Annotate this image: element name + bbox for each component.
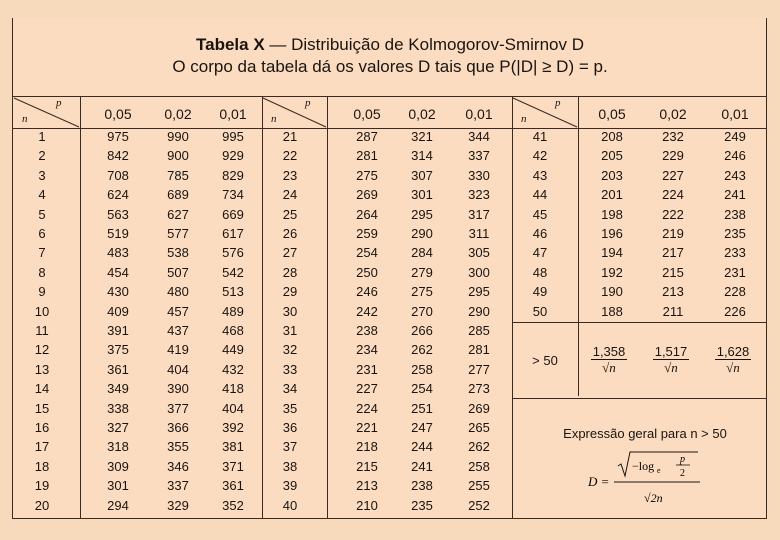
row-n: 34 (282, 381, 298, 397)
header-col-p: 0,05 (104, 106, 132, 122)
cell-p001: 273 (468, 381, 490, 397)
row-n: 49 (532, 284, 548, 300)
cell-p002: 346 (167, 458, 189, 474)
header-n-label: n (22, 113, 28, 125)
cell-p001: 734 (222, 187, 244, 203)
cell-p002: 254 (411, 381, 433, 397)
cell-p001: 432 (222, 361, 244, 377)
asymptotic-value: $\frac{1,628}{√n}$ (716, 344, 750, 375)
cell-p002: 301 (411, 187, 433, 203)
cell-p002: 284 (411, 245, 433, 261)
cell-p001: 235 (724, 226, 746, 241)
cell-p001: 392 (222, 420, 244, 435)
cell-p005: 375 (107, 342, 129, 358)
cell-p002: 232 (662, 129, 684, 144)
cell-p005: 231 (356, 361, 378, 377)
asymptotic-value: $\frac{1,358}{√n}$ (592, 344, 626, 375)
cell-p002: 211 (662, 303, 684, 319)
cell-p001: 255 (468, 478, 490, 494)
row-n: 21 (282, 129, 298, 144)
row-n: 9 (38, 284, 46, 300)
cell-p005: 221 (356, 420, 378, 435)
cell-p001: 418 (222, 381, 244, 397)
cell-p005: 975 (107, 129, 129, 144)
cell-p001: 277 (468, 361, 490, 377)
cell-p005: 234 (356, 342, 378, 358)
cell-p002: 290 (411, 226, 433, 241)
cell-p002: 507 (167, 264, 189, 280)
cell-p002: 270 (411, 303, 433, 319)
cell-p005: 301 (107, 478, 129, 494)
header-p-label: p (555, 97, 561, 109)
cell-p001: 489 (222, 303, 244, 319)
cell-p002: 244 (411, 439, 433, 455)
cell-p005: 192 (601, 264, 623, 280)
expr-frac-num: p (680, 454, 685, 465)
expr-rad-top: −log (632, 459, 655, 473)
cell-p005: 519 (107, 226, 129, 241)
cell-p001: 228 (724, 284, 746, 300)
row-n: 17 (34, 439, 50, 455)
row-n: 20 (34, 497, 50, 513)
cell-p002: 785 (167, 167, 189, 183)
cell-p001: 233 (724, 245, 746, 261)
cell-p005: 224 (356, 400, 378, 416)
cell-p001: 669 (222, 206, 244, 222)
row-n: 24 (282, 187, 298, 203)
cell-p005: 483 (107, 245, 129, 261)
cell-p002: 279 (411, 264, 433, 280)
expr-frac-den: 2 (680, 468, 685, 479)
expr-rad-sub: e (657, 466, 661, 475)
cell-p001: 300 (468, 264, 490, 280)
cell-p001: 285 (468, 323, 490, 338)
header-p-label: p (305, 97, 311, 109)
cell-p005: 264 (356, 206, 378, 222)
cell-p005: 409 (107, 303, 129, 319)
row-n: 25 (282, 206, 298, 222)
row-n: 5 (38, 206, 46, 222)
row-n: 10 (34, 303, 50, 319)
cell-p005: 254 (356, 245, 378, 261)
cell-p002: 404 (167, 361, 189, 377)
cell-p002: 538 (167, 245, 189, 261)
row-n: 45 (532, 206, 548, 222)
cell-p002: 227 (662, 167, 684, 183)
cell-p002: 480 (167, 284, 189, 300)
cell-p002: 437 (167, 323, 189, 338)
cell-p001: 361 (222, 478, 244, 494)
cell-p001: 241 (724, 187, 746, 203)
cell-p002: 321 (411, 129, 433, 144)
row-n: 4 (38, 187, 46, 203)
header-col-p: 0,02 (408, 106, 436, 122)
cell-p001: 269 (468, 400, 490, 416)
cell-p005: 218 (356, 439, 378, 455)
cell-p005: 338 (107, 400, 129, 416)
row-n: 44 (532, 187, 548, 203)
cell-p005: 842 (107, 148, 129, 164)
cell-p005: 190 (601, 284, 623, 300)
cell-p001: 262 (468, 439, 490, 455)
cell-p005: 275 (356, 167, 378, 183)
cell-p002: 266 (411, 323, 433, 338)
cell-p001: 576 (222, 245, 244, 261)
header-col-p: 0,01 (219, 106, 247, 122)
cell-p001: 829 (222, 167, 244, 183)
cell-p005: 215 (356, 458, 378, 474)
cell-p005: 208 (601, 129, 623, 144)
cell-p005: 294 (107, 497, 129, 513)
cell-p002: 215 (662, 264, 684, 280)
row-n: 46 (532, 226, 548, 241)
row-n: 19 (34, 478, 50, 494)
cell-p005: 203 (601, 167, 623, 183)
cell-p001: 226 (724, 303, 746, 319)
cell-p002: 238 (411, 478, 433, 494)
header-p-label: p (56, 97, 62, 109)
row-n: 23 (282, 167, 298, 183)
row-n: 22 (282, 148, 298, 164)
cell-p002: 314 (411, 148, 433, 164)
cell-p005: 238 (356, 323, 378, 338)
row-n: 30 (282, 303, 298, 319)
cell-p002: 377 (167, 400, 189, 416)
cell-p002: 419 (167, 342, 189, 358)
row-n: 32 (282, 342, 298, 358)
cell-p002: 355 (167, 439, 189, 455)
cell-p002: 627 (167, 206, 189, 222)
cell-p002: 329 (167, 497, 189, 513)
cell-p001: 617 (222, 226, 244, 241)
cell-p002: 213 (662, 284, 684, 300)
cell-p001: 513 (222, 284, 244, 300)
cell-p001: 311 (468, 226, 490, 241)
cell-p005: 210 (356, 497, 378, 513)
asymptotic-n-label: > 50 (532, 353, 558, 368)
row-n: 16 (34, 420, 50, 435)
row-n: 8 (38, 264, 46, 280)
row-n: 48 (532, 264, 548, 280)
row-n: 2 (38, 148, 46, 164)
cell-p005: 242 (356, 303, 378, 319)
cell-p001: 281 (468, 342, 490, 358)
row-n: 39 (282, 478, 298, 494)
cell-p005: 227 (356, 381, 378, 397)
cell-p005: 259 (356, 226, 378, 241)
cell-p005: 391 (107, 323, 129, 338)
row-n: 42 (532, 148, 548, 164)
row-n: 11 (35, 323, 49, 338)
cell-p001: 381 (222, 439, 244, 455)
row-n: 3 (38, 167, 46, 183)
cell-p002: 258 (411, 361, 433, 377)
cell-p002: 222 (662, 206, 684, 222)
cell-p001: 258 (468, 458, 490, 474)
cell-p002: 689 (167, 187, 189, 203)
row-n: 26 (282, 226, 298, 241)
cell-p002: 390 (167, 381, 189, 397)
header-col-p: 0,05 (598, 106, 626, 122)
cell-p002: 247 (411, 420, 433, 435)
row-n: 41 (532, 129, 548, 144)
row-n: 7 (38, 245, 46, 261)
cell-p001: 929 (222, 148, 244, 164)
cell-p001: 243 (724, 167, 746, 183)
cell-p005: 454 (107, 264, 129, 280)
row-n: 28 (282, 264, 298, 280)
header-col-p: 0,01 (465, 106, 493, 122)
cell-p005: 213 (356, 478, 378, 494)
cell-p002: 251 (411, 400, 433, 416)
cell-p002: 235 (411, 497, 433, 513)
cell-p005: 349 (107, 381, 129, 397)
cell-p001: 246 (724, 148, 746, 164)
cell-p002: 295 (411, 206, 433, 222)
row-n: 27 (282, 245, 298, 261)
cell-p005: 281 (356, 148, 378, 164)
cell-p001: 290 (468, 303, 490, 319)
cell-p002: 990 (167, 129, 189, 144)
cell-p002: 366 (167, 420, 189, 435)
row-n: 14 (34, 381, 50, 397)
row-n: 36 (282, 420, 298, 435)
cell-p001: 404 (222, 400, 244, 416)
cell-p002: 219 (662, 226, 684, 241)
row-n: 40 (282, 497, 298, 513)
cell-p005: 327 (107, 420, 129, 435)
cell-p002: 457 (167, 303, 189, 319)
block3-separator (513, 322, 766, 323)
row-n: 18 (34, 458, 50, 474)
header-col-p: 0,01 (721, 106, 749, 122)
cell-p001: 295 (468, 284, 490, 300)
cell-p001: 252 (468, 497, 490, 513)
cell-p001: 231 (724, 264, 746, 280)
cell-p005: 250 (356, 264, 378, 280)
block3-separator (513, 398, 766, 399)
row-n: 47 (532, 245, 548, 261)
cell-p005: 246 (356, 284, 378, 300)
cell-p002: 241 (411, 458, 433, 474)
header-col-p: 0,02 (164, 106, 192, 122)
cell-p001: 317 (468, 206, 490, 222)
cell-p005: 430 (107, 284, 129, 300)
cell-p001: 995 (222, 129, 244, 144)
row-n: 1 (38, 129, 46, 144)
cell-p005: 309 (107, 458, 129, 474)
row-n: 33 (282, 361, 298, 377)
cell-p005: 361 (107, 361, 129, 377)
cell-p001: 305 (468, 245, 490, 261)
cell-p002: 224 (662, 187, 684, 203)
cell-p001: 371 (222, 458, 244, 474)
cell-p002: 262 (411, 342, 433, 358)
cell-p005: 318 (107, 439, 129, 455)
row-n: 6 (38, 226, 46, 241)
row-n: 13 (34, 361, 50, 377)
cell-p001: 468 (222, 323, 244, 338)
header-n-label: n (271, 113, 277, 125)
row-n: 38 (282, 458, 298, 474)
expr-den: √2n (644, 491, 663, 505)
cell-p005: 269 (356, 187, 378, 203)
row-n: 31 (282, 323, 298, 338)
cell-p001: 238 (724, 206, 746, 222)
header-n-label: n (521, 113, 527, 125)
row-n: 12 (34, 342, 50, 358)
expression-title: Expressão geral para n > 50 (563, 426, 727, 441)
cell-p005: 201 (601, 187, 623, 203)
cell-p001: 352 (222, 497, 244, 513)
cell-p005: 563 (107, 206, 129, 222)
cell-p001: 337 (468, 148, 490, 164)
cell-p001: 449 (222, 342, 244, 358)
header-col-p: 0,02 (659, 106, 687, 122)
row-n: 35 (282, 400, 298, 416)
cell-p001: 249 (724, 129, 746, 144)
cell-p005: 194 (601, 245, 623, 261)
cell-p002: 900 (167, 148, 189, 164)
cell-p001: 344 (468, 129, 490, 144)
cell-p001: 323 (468, 187, 490, 203)
cell-p002: 337 (167, 478, 189, 494)
expr-lhs: D = (588, 474, 610, 489)
cell-p005: 708 (107, 167, 129, 183)
cell-p002: 217 (662, 245, 684, 261)
row-n: 50 (532, 303, 548, 319)
header-col-p: 0,05 (353, 106, 381, 122)
cell-p005: 205 (601, 148, 623, 164)
cell-p005: 188 (601, 303, 623, 319)
asymptotic-value: $\frac{1,517}{√n}$ (654, 344, 688, 375)
cell-p001: 265 (468, 420, 490, 435)
row-n: 43 (532, 167, 548, 183)
general-expression (588, 448, 728, 508)
cell-p001: 330 (468, 167, 490, 183)
cell-p002: 307 (411, 167, 433, 183)
cell-p005: 624 (107, 187, 129, 203)
cell-p005: 198 (601, 206, 623, 222)
cell-p002: 577 (167, 226, 189, 241)
row-n: 15 (34, 400, 50, 416)
row-n: 37 (282, 439, 298, 455)
cell-p005: 196 (601, 226, 623, 241)
cell-p002: 275 (411, 284, 433, 300)
row-n: 29 (282, 284, 298, 300)
table-title: Tabela X — Distribuição de Kolmogorov-Smirnov D O corpo da tabela dá os valores D tais que P(|D| ≥ D) = p. (172, 35, 608, 76)
cell-p002: 229 (662, 148, 684, 164)
cell-p001: 542 (222, 264, 244, 280)
cell-p005: 287 (356, 129, 378, 144)
